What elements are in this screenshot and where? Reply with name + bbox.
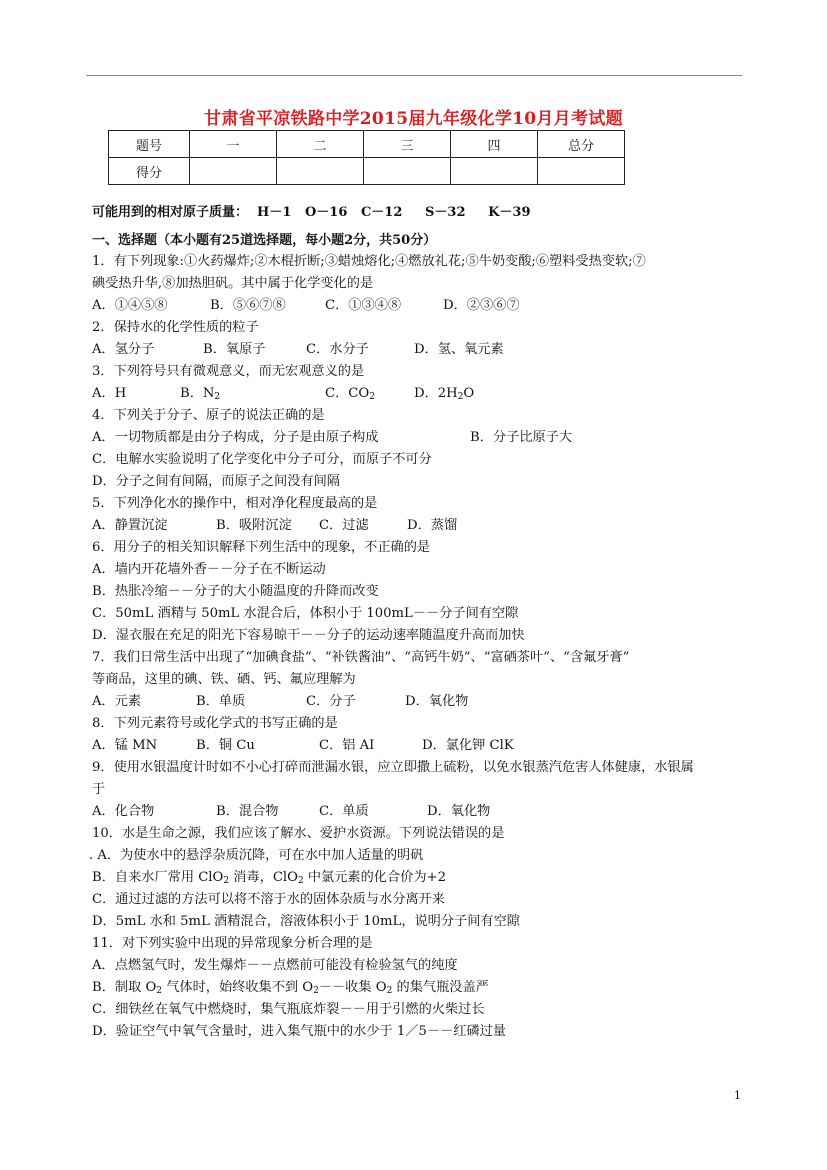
option: C．单质 — [319, 804, 369, 819]
option: C．细铁丝在氧气中燃烧时，集气瓶底炸裂－－用于引燃的火柴过长 — [92, 1002, 485, 1017]
question-text: 7．我们日常生活中出现了“加碘食盐”、“补铁酱油”、“高钙牛奶”、“富硒茶叶”、“含氟牙膏” — [92, 650, 630, 665]
option: A．静置沉淀 — [92, 518, 168, 533]
score-table-score-row — [109, 158, 625, 185]
question-text: 2．保持水的化学性质的粒子 — [92, 320, 259, 335]
option: B．制取 $O_2$ 气体时，始终收集不到 $O_2--$收集 $O_2$ 的集气瓶没盖严 — [92, 980, 489, 996]
score-input-cell — [277, 158, 364, 185]
page-title: 甘肃省平凉铁路中学2015届九年级化学10月月考试题 — [204, 109, 623, 129]
atomic-masses: 可能用到的相对原子质量： H－1 O－16 C－12 S－32 K－39 — [92, 205, 531, 220]
option: D．验证空气中氧气含量时，进入集气瓶中的水少于 1／5－－红磷过量 — [92, 1024, 506, 1039]
page-number: 1 — [734, 1089, 741, 1102]
score-table-cell: 二 — [277, 131, 364, 158]
option: A．①④⑤⑧ — [92, 298, 168, 313]
option: B．分子比原子大 — [470, 430, 573, 445]
score-table-cell: 三 — [364, 131, 451, 158]
score-input-cell — [538, 158, 625, 185]
option: C．$CO_2$ — [325, 386, 375, 402]
option: D．氢、氧元素 — [414, 342, 504, 357]
option: A．墙内开花墙外香－－分子在不断运动 — [92, 562, 326, 577]
score-table-cell: 总分 — [538, 131, 625, 158]
question-text: 等商品，这里的碘、铁、硒、钙、氟应理解为 — [92, 672, 356, 687]
option: B．混合物 — [216, 804, 279, 819]
option: B．单质 — [196, 694, 246, 709]
option: C．过滤 — [319, 518, 369, 533]
option: C．铝 AI — [319, 738, 375, 753]
question-text: 3．下列符号只有微观意义，而无宏观意义的是 — [92, 364, 365, 379]
option: C．50mL 酒精与 50mL 水混合后，体积小于 100mL－－分子间有空隙 — [92, 606, 519, 621]
score-input-cell — [190, 158, 277, 185]
option: C．①③④⑧ — [325, 298, 402, 313]
option: B．自来水厂常用 ClO$_2$ 消毒，ClO$_2$ 中氯元素的化合价为+2 — [92, 870, 446, 886]
option: C．水分子 — [306, 342, 369, 357]
option: C．通过过滤的方法可以将不溶于水的固体杂质与水分离开来 — [92, 892, 445, 907]
score-table — [108, 130, 625, 185]
option: D．湿衣服在充足的阳光下容易晾干－－分子的运动速率随温度升高而加快 — [92, 628, 525, 643]
option: B．吸附沉淀 — [216, 518, 292, 533]
option: D．分子之间有间隔，而原子之间没有间隔 — [92, 474, 340, 489]
option: A．锰 MN — [92, 738, 158, 753]
question-text: 9．使用水银温度计时如不小心打碎而泄漏水银，应立即撒上硫粉，以免水银蒸汽危害人体健康，水银属 — [92, 760, 694, 775]
option: B．$N_2$ — [180, 386, 221, 402]
question-text: 6．用分子的相关知识解释下列生活中的现象，不正确的是 — [92, 540, 431, 555]
option: D．氧化物 — [405, 694, 469, 709]
question-text: 5．下列净化水的操作中，相对净化程度最高的是 — [92, 496, 378, 511]
question-text: 10．水是生命之源，我们应该了解水、爱护水资源。下列说法错误的是 — [92, 826, 505, 841]
option: B．热胀冷缩－－分子的大小随温度的升降而改变 — [92, 584, 379, 599]
option: A．H — [92, 386, 127, 401]
score-table-header-row — [109, 131, 625, 158]
question-text: 8．下列元素符号或化学式的书写正确的是 — [92, 716, 338, 731]
score-table-cell: 一 — [190, 131, 277, 158]
option: D．$2H_2O$ — [414, 386, 475, 402]
option: D．蒸馏 — [407, 518, 458, 533]
option: A．点燃氢气时，发生爆炸－－点燃前可能没有检验氢气的纯度 — [92, 958, 458, 973]
score-table-cell: 得分 — [109, 158, 190, 185]
option: A．一切物质都是由分子构成，分子是由原子构成 — [92, 430, 379, 445]
option: D．5mL 水和 5mL 酒精混合，溶液体积小于 10mL，说明分子间有空隙 — [92, 914, 520, 929]
option: B．氧原子 — [203, 342, 266, 357]
option: D．氯化钾 ClK — [422, 738, 514, 753]
question-text: 碘受热升华,⑧加热胆矾。其中属于化学变化的是 — [92, 276, 374, 291]
question-text: 4．下列关于分子、原子的说法正确的是 — [92, 408, 325, 423]
option: C．分子 — [306, 694, 356, 709]
option: A．化合物 — [92, 804, 155, 819]
question-text: 于 — [92, 782, 106, 797]
question-text: 11．对下列实验中出现的异常现象分析合理的是 — [92, 936, 373, 951]
option: A．氢分子 — [92, 342, 155, 357]
score-table-cell: 四 — [451, 131, 538, 158]
section-heading: 一、选择题（本小题有25道选择题，每小题2分，共50分） — [92, 233, 437, 248]
option: D．②③⑥⑦ — [443, 298, 520, 313]
option: A．元素 — [92, 694, 142, 709]
option: D．氧化物 — [427, 804, 491, 819]
option: B．铜 Cu — [196, 738, 255, 753]
header-rule — [86, 75, 742, 76]
option: B．⑤⑥⑦⑧ — [210, 298, 286, 313]
score-table-cell: 题号 — [109, 131, 190, 158]
option: C．电解水实验说明了化学变化中分子可分，而原子不可分 — [92, 452, 432, 467]
score-input-cell — [451, 158, 538, 185]
question-text: 1．有下列现象:①火药爆炸;②木棍折断;③蜡烛熔化;④燃放礼花;⑤牛奶变酸;⑥塑料受热变软;⑦ — [92, 254, 646, 269]
option: . A．为使水中的悬浮杂质沉降，可在水中加人适量的明矾 — [89, 848, 424, 863]
score-input-cell — [364, 158, 451, 185]
